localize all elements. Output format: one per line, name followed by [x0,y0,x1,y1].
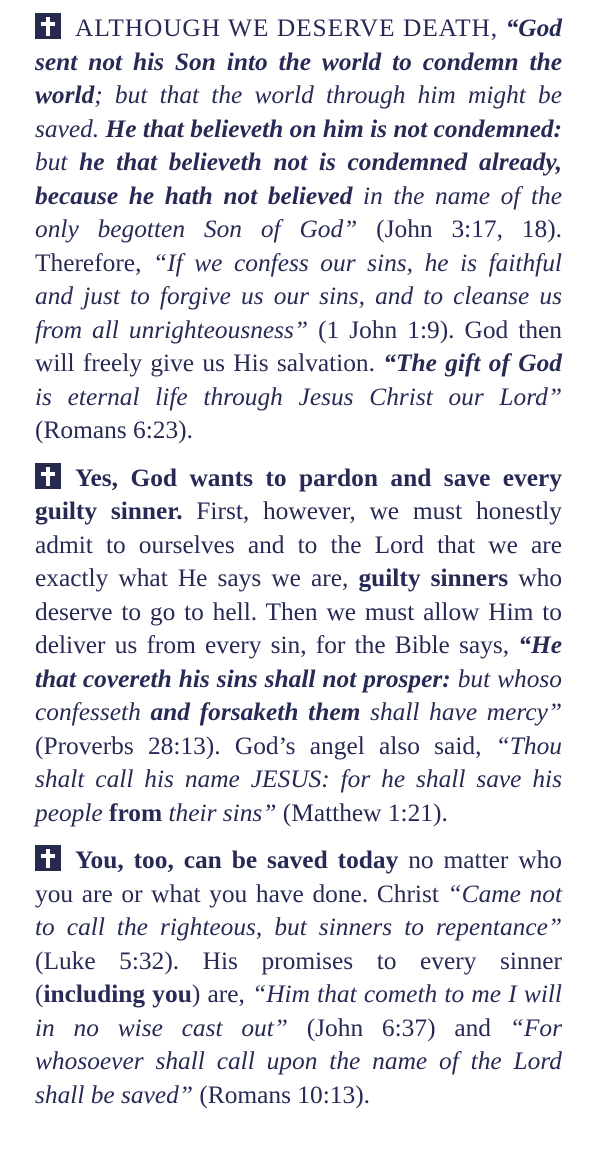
cross-icon [35,845,61,871]
tract-page [35,12,562,1126]
text-segment: (Luke 5:32). His promises to every sinner ( [35,946,562,1008]
text-segment: but [35,148,80,176]
text-segment: who deserve to go to hell. Then we must allow Him to deliver us from every sin, for the Bible says, [35,564,563,659]
text-segment: (Proverbs 28:13). God’s angel also said, [35,731,496,760]
text-segment: and forsaketh them [150,698,361,726]
text-segment: “God sent not his Son into the world to condemn the world [35,14,562,109]
text-segment: He that believeth on him is not condemned: [105,114,562,143]
text-segment: “Came not to call the righteous, but sinners to repentance” [35,879,562,941]
text-segment: is eternal life through Jesus Christ our Lord” [35,382,562,411]
text-segment: he that believeth not is condemned already, because he hath not believed [35,148,562,210]
cross-icon [35,463,61,489]
text-segment: ) are, [191,980,253,1008]
text-segment: (John 3:17, 18). Therefore, [35,215,562,277]
text-segment: (Romans 10:13). [192,1080,370,1109]
text-segment: shall have mercy” [360,698,562,726]
cross-icon [35,13,61,39]
paragraph-pardon [35,462,562,831]
text-segment: no matter who you are or what you have done. Christ [35,846,563,908]
paragraph-death [35,12,562,448]
text-segment: their sins” [162,798,277,827]
paragraph-saved-today [35,844,562,1112]
text-segment: First, however, we must honestly admit to ourselves and to the Lord that we are exactly what He says we are, [35,497,562,592]
text-segment: You, too, can be saved today [75,846,399,874]
text-segment: in the name of the only begotten Son of God” [35,181,562,243]
text-segment: “For whosoever shall call upon the name of the Lord shall be saved” [35,1013,562,1109]
text-segment: Yes, God wants to pardon and save every guilty sinner. [35,463,562,525]
text-segment: ; but that the world through him might be saved. [35,81,562,143]
text-segment: but whoso confesseth [35,664,563,726]
text-segment: “Him that cometh to me I will in no wise cast out” [35,980,562,1042]
text-segment: guilty sinners [358,564,509,592]
text-segment: “He that covereth his sins shall not prosper: [35,631,562,693]
text-segment: including you [43,980,192,1008]
text-segment: “The gift of God [383,349,562,377]
text-segment: “If we confess our sins, he is faithful and just to forgive us our sins, and to cleanse us from all unrighteousness” [35,248,562,344]
text-segment: (Matthew 1:21). [276,798,448,827]
text-segment: (John 6:37) and [287,1013,510,1042]
text-segment: from [109,798,163,827]
text-segment: “Thou shalt call his name JESUS: for he shall save his people [35,731,562,827]
text-segment: (Romans 6:23). [35,416,193,444]
text-segment: ALTHOUGH WE DESERVE DEATH, [75,14,506,42]
text-segment: (1 John 1:9). God then will freely give us His salvation. [35,315,562,377]
